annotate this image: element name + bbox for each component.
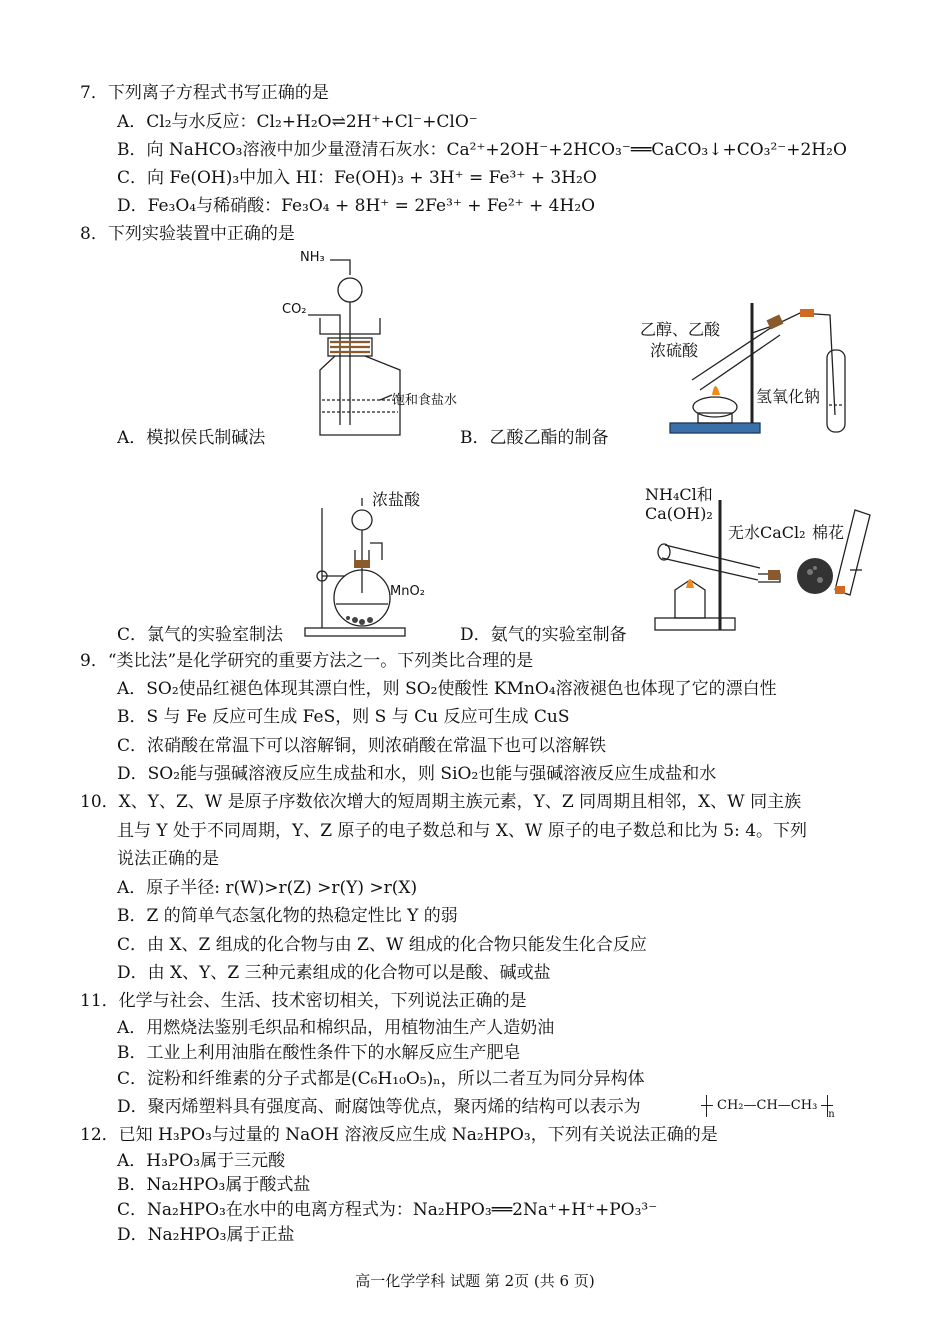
q9-option-a: A．SO₂使品红褪色体现其漂白性，则 SO₂使酸性 KMnO₄溶液褪色也体现了它的漂白性 [117, 679, 777, 699]
figure-c-chlorine-apparatus [300, 488, 420, 638]
q10-stem-line3: 说法正确的是 [117, 849, 219, 869]
fig-c-hcl-label: 浓盐酸 [372, 490, 421, 509]
fig-d-cotton-label: 棉花 [812, 523, 845, 542]
q8-option-a: A．模拟侯氏制碱法 [117, 428, 266, 448]
fig-d-reagent1: NH₄Cl和 [645, 485, 713, 504]
q10-option-b: B．Z 的简单气态氢化物的热稳定性比 Y 的弱 [117, 906, 458, 926]
q8-option-c: C．氯气的实验室制法 [117, 625, 284, 645]
q9-option-b: B．S 与 Fe 反应可生成 FeS，则 S 与 Cu 反应可生成 CuS [117, 707, 570, 727]
polymer-n: n [828, 1109, 835, 1120]
q7-option-d: D．Fe₃O₄与稀硝酸：Fe₃O₄ + 8H⁺ = 2Fe³⁺ + Fe²⁺ + 4H₂O [117, 196, 596, 216]
fig-a-nh3-label: NH₃ [300, 250, 325, 265]
q7-option-a: A．Cl₂与水反应：Cl₂+H₂O⇌2H⁺+Cl⁻+ClO⁻ [117, 112, 478, 132]
q10-option-d: D．由 X、Y、Z 三种元素组成的化合物可以是酸、碱或盐 [117, 963, 551, 983]
fig-d-reagent2: Ca(OH)₂ [645, 504, 713, 523]
q9-option-c: C．浓硝酸在常温下可以溶解铜，则浓硝酸在常温下也可以溶解铁 [117, 736, 607, 756]
fig-d-cacl2-label: 无水CaCl₂ [728, 523, 806, 542]
q12-option-c: C．Na₂HPO₃在水中的电离方程式为：Na₂HPO₃══2Na⁺+H⁺+PO₃³⁻ [117, 1200, 658, 1220]
q8-option-d: D．氨气的实验室制备 [460, 625, 627, 645]
q7-option-b: B．向 NaHCO₃溶液中加少量澄清石灰水：Ca²⁺+2OH⁻+2HCO₃⁻══CaCO₃↓+CO₃²⁻+2H₂O [117, 140, 847, 160]
q8-option-b: B．乙酸乙酯的制备 [460, 428, 609, 448]
fig-b-reagent2: 浓硫酸 [650, 341, 699, 360]
fig-b-reagent1: 乙醇、乙酸 [640, 320, 721, 339]
q9-stem: 9．“类比法”是化学研究的重要方法之一。下列类比合理的是 [80, 651, 534, 671]
q12-option-b: B．Na₂HPO₃属于酸式盐 [117, 1175, 311, 1195]
q11-option-c: C．淀粉和纤维素的分子式都是(C₆H₁₀O₅)ₙ，所以二者互为同分异构体 [117, 1069, 645, 1089]
fig-b-naoh-label: 氢氧化钠 [756, 387, 821, 406]
fig-c-mno2-label: MnO₂ [390, 584, 425, 599]
q11-option-b: B．工业上利用油脂在酸性条件下的水解反应生产肥皂 [117, 1043, 521, 1063]
q12-option-d: D．Na₂HPO₃属于正盐 [117, 1225, 295, 1245]
q10-option-c: C．由 X、Z 组成的化合物与由 Z、W 组成的化合物只能发生化合反应 [117, 935, 647, 955]
q12-stem: 12．已知 H₃PO₃与过量的 NaOH 溶液反应生成 Na₂HPO₃，下列有关说法正确的是 [80, 1125, 718, 1145]
q11-option-a: A．用燃烧法鉴别毛织品和棉织品，用植物油生产人造奶油 [117, 1018, 555, 1038]
fig-a-co2-label: CO₂ [282, 302, 307, 317]
figure-a-gas-bottle [280, 250, 440, 440]
fig-a-liquid-label: 饱和食盐水 [392, 393, 458, 408]
q10-stem-line1: 10．X、Y、Z、W 是原子序数依次增大的短周期主族元素，Y、Z 同周期且相邻，X、W 同主族 [80, 792, 802, 812]
q9-option-d: D．SO₂能与强碱溶液反应生成盐和水，则 SiO₂也能与强碱溶液反应生成盐和水 [117, 764, 717, 784]
q11-stem: 11．化学与社会、生活、技术密切相关，下列说法正确的是 [80, 991, 527, 1011]
q8-stem: 8．下列实验装置中正确的是 [80, 224, 295, 244]
page-footer: 高一化学学科 试题 第 2页 (共 6 页) [355, 1272, 595, 1290]
q10-option-a: A．原子半径: r(W)>r(Z) >r(Y) >r(X) [117, 878, 418, 898]
q7-stem: 7．下列离子方程式书写正确的是 [80, 83, 329, 103]
polymer-repeat-unit: CH₂—CH—CH₃ [717, 1098, 818, 1113]
q11-option-d: D．聚丙烯塑料具有强度高、耐腐蚀等优点，聚丙烯的结构可以表示为 [117, 1097, 641, 1117]
q7-option-c: C．向 Fe(OH)₃中加入 HI：Fe(OH)₃ + 3H⁺ = Fe³⁺ + 3H₂O [117, 168, 597, 188]
polypropylene-structure [706, 1094, 835, 1118]
q10-stem-line2: 且与 Y 处于不同周期，Y、Z 原子的电子数总和与 X、W 原子的电子数总和比为 5: 4。下列 [117, 821, 808, 841]
q12-option-a: A．H₃PO₃属于三元酸 [117, 1151, 286, 1171]
